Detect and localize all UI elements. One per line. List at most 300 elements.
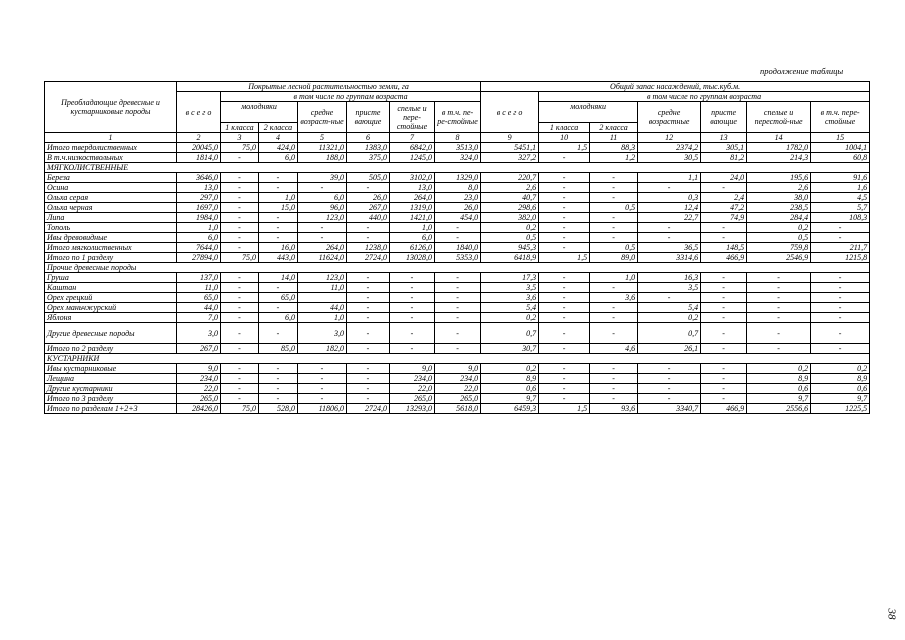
table-cell: - [747,323,811,344]
table-cell: - [221,223,259,233]
table-cell: 2,6 [747,183,811,193]
table-cell: 123,0 [298,213,347,223]
table-cell: 13293,0 [390,404,435,414]
table-row [45,213,870,223]
table-cell: - [390,303,435,313]
column-number: 1 [45,133,177,143]
table-cell: - [811,223,870,233]
table-cell: 2546,9 [747,253,811,263]
table-cell: 93,6 [590,404,638,414]
table-cell: - [811,344,870,354]
table-cell: - [638,233,701,243]
row-label: Осина [45,183,177,193]
table-cell: - [701,344,747,354]
table-cell: 75,0 [221,253,259,263]
table-cell: - [701,283,747,293]
table-cell: 182,0 [298,344,347,354]
table-cell: 3,5 [481,283,539,293]
table-cell: - [590,223,638,233]
table-cell: - [435,303,481,313]
table-cell: - [221,183,259,193]
table-cell: 327,2 [481,153,539,163]
table-cell: - [811,233,870,243]
table-cell: - [390,323,435,344]
table-cell: 9,0 [177,364,221,374]
table-cell: - [701,183,747,193]
column-number-row [45,133,870,143]
table-cell: - [539,183,590,193]
table-cell: - [347,394,390,404]
table-cell [298,293,347,303]
table-cell: - [221,283,259,293]
table-cell: 3340,7 [638,404,701,414]
table-cell: - [221,153,259,163]
table-cell: - [390,313,435,323]
table-cell: - [590,193,638,203]
table-cell: - [221,344,259,354]
table-cell: 16,0 [259,243,298,253]
table-cell: - [539,394,590,404]
table-cell: - [347,313,390,323]
table-cell: 0,2 [481,364,539,374]
table-cell: - [539,203,590,213]
row-label: Итого мягколиственных [45,243,177,253]
table-cell: 12,4 [638,203,701,213]
table-cell: 6459,3 [481,404,539,414]
table-cell: 88,3 [590,143,638,153]
table-cell: 39,0 [298,173,347,183]
table-cell: 11,0 [177,283,221,293]
table-cell: 0,6 [481,384,539,394]
table-cell: 85,0 [259,344,298,354]
header-young-stock: молодняки [539,102,638,123]
table-cell: 15,0 [259,203,298,213]
table-cell: 137,0 [177,273,221,283]
table-cell: - [701,233,747,243]
table-cell: - [539,293,590,303]
table-cell: 3,5 [638,283,701,293]
table-cell: - [221,323,259,344]
table-cell: 0,5 [747,233,811,243]
row-label: Каштан [45,283,177,293]
table-cell: 11806,0 [298,404,347,414]
table-cell: - [811,323,870,344]
table-cell: 26,0 [435,203,481,213]
header-maturing-stock: присте вающие [701,102,747,133]
table-cell: 75,0 [221,143,259,153]
table-cell: - [590,323,638,344]
table-cell: 9,0 [435,364,481,374]
table-cell: 305,1 [701,143,747,153]
table-cell: 3513,0 [435,143,481,153]
table-cell: 2724,0 [347,404,390,414]
table-cell: - [638,223,701,233]
table-cell: 74,9 [701,213,747,223]
table-cell: 5,4 [638,303,701,313]
table-row [45,404,870,414]
header-class1-stock: 1 класса [539,123,590,133]
table-row [45,253,870,263]
table-cell: 0,5 [590,203,638,213]
table-cell: 375,0 [347,153,390,163]
header-mature-area: спелые и пере-стойные [390,102,435,133]
header-class1-area: 1 класса [221,123,259,133]
table-cell: 8,0 [435,183,481,193]
table-cell: 298,6 [481,203,539,213]
table-cell: - [539,313,590,323]
table-cell: 195,6 [747,173,811,183]
table-cell: 1697,0 [177,203,221,213]
header-species: Преобладающие древесные и кустарниковые породы [45,82,177,133]
table-cell: 14,0 [259,273,298,283]
table-row [45,173,870,183]
column-number: 7 [390,133,435,143]
table-cell: - [221,243,259,253]
table-cell: - [221,193,259,203]
table-cell: 2,6 [481,183,539,193]
table-cell: - [435,273,481,283]
table-cell: - [638,374,701,384]
table-cell: 238,5 [747,203,811,213]
table-cell: - [221,173,259,183]
table-cell: - [701,323,747,344]
header-age-groups-area: в том числе по группам возраста [221,92,481,102]
table-cell: 324,0 [435,153,481,163]
row-label: Итого по 3 разделу [45,394,177,404]
table-cell: 234,0 [177,374,221,384]
table-cell: 13028,0 [390,253,435,263]
section-row [45,263,870,273]
table-cell: 26,0 [347,193,390,203]
column-number: 6 [347,133,390,143]
table-row [45,303,870,313]
table-row [45,374,870,384]
row-label: Ивы древовидные [45,233,177,243]
table-cell: 1782,0 [747,143,811,153]
table-row [45,183,870,193]
table-cell: - [221,213,259,223]
table-cell: 267,0 [347,203,390,213]
header-class2-stock: 2 класса [590,123,638,133]
table-cell: 264,0 [390,193,435,203]
table-cell: 284,4 [747,213,811,223]
table-cell: - [539,323,590,344]
row-label: Ивы кустарниковые [45,364,177,374]
table-cell: 7644,0 [177,243,221,253]
header-middle-area: средне возраст-ные [298,102,347,133]
table-cell: 3646,0 [177,173,221,183]
table-cell: 0,2 [747,223,811,233]
table-cell: 30,7 [481,344,539,354]
table-cell: - [539,384,590,394]
table-cell: - [298,223,347,233]
row-label: Орех маньчжурский [45,303,177,313]
table-cell: 1004,1 [811,143,870,153]
table-cell: - [590,374,638,384]
page-number: 38 [885,608,898,620]
table-cell: 214,3 [747,153,811,163]
table-cell: - [390,283,435,293]
table-cell: 28426,0 [177,404,221,414]
table-cell: - [539,213,590,223]
section-row [45,354,870,364]
table-cell: 3,6 [590,293,638,303]
table-cell: 1,0 [298,313,347,323]
table-cell: 0,5 [590,243,638,253]
table-cell: - [539,303,590,313]
table-cell: 466,9 [701,253,747,263]
table-cell: - [701,313,747,323]
table-cell: 5353,0 [435,253,481,263]
table-cell: - [347,374,390,384]
table-cell: - [539,283,590,293]
table-cell: 9,7 [481,394,539,404]
table-cell: - [638,293,701,303]
table-cell: 13,0 [390,183,435,193]
row-label: Другие кустарники [45,384,177,394]
table-cell: - [811,303,870,313]
row-label: Итого по 1 разделу [45,253,177,263]
table-cell: - [390,344,435,354]
table-cell: - [221,273,259,283]
table-cell: 0,5 [481,233,539,243]
table-cell: 6,0 [259,153,298,163]
table-row [45,323,870,344]
header-age-groups-stock: в том числе по группам возраста [539,92,870,102]
table-cell: 6,0 [390,233,435,243]
table-cell: - [259,173,298,183]
table-cell: - [435,293,481,303]
header-stock-group: Общий запас насаждений, тыс.куб.м. [481,82,870,92]
table-cell: 440,0 [347,213,390,223]
table-cell: - [590,394,638,404]
table-cell: 0,6 [811,384,870,394]
row-label: Груша [45,273,177,283]
table-cell: - [259,364,298,374]
table-cell: 1238,0 [347,243,390,253]
table-row [45,203,870,213]
table-cell: 22,0 [390,384,435,394]
table-cell: 264,0 [298,243,347,253]
table-cell: - [259,394,298,404]
table-cell: - [221,313,259,323]
table-cell: - [590,364,638,374]
table-cell: 6,0 [298,193,347,203]
table-cell: - [298,233,347,243]
table-cell: - [811,313,870,323]
table-cell: 7,0 [177,313,221,323]
table-cell: - [638,364,701,374]
table-cell: - [435,323,481,344]
table-row [45,243,870,253]
table-cell: 6,0 [177,233,221,243]
table-cell: - [347,364,390,374]
row-label: Орех грецкий [45,293,177,303]
row-label: Итого твердолиственных [45,143,177,153]
table-cell: 123,0 [298,273,347,283]
table-cell: - [539,364,590,374]
table-cell: 9,0 [390,364,435,374]
table-cell: - [259,303,298,313]
table-cell: 9,7 [811,394,870,404]
table-cell: 1225,5 [811,404,870,414]
table-cell: - [298,374,347,384]
table-cell: - [221,384,259,394]
table-cell: - [259,384,298,394]
table-row [45,233,870,243]
row-label: В т.ч.низкоствольных [45,153,177,163]
table-cell: - [221,233,259,243]
table-continuation-caption: продолжение таблицы [760,66,844,76]
table-cell: 5618,0 [435,404,481,414]
table-cell: 1,5 [539,253,590,263]
table-cell: - [590,233,638,243]
table-cell: - [539,153,590,163]
header-total-stock: в с е г о [481,92,539,133]
table-cell: 454,0 [435,213,481,223]
table-row [45,223,870,233]
table-cell: - [747,344,811,354]
table-cell: 1329,0 [435,173,481,183]
table-cell: - [701,384,747,394]
table-cell: 188,0 [298,153,347,163]
table-cell: - [347,323,390,344]
table-cell: 36,5 [638,243,701,253]
table-cell: 65,0 [177,293,221,303]
header-class2-area: 2 класса [259,123,298,133]
table-cell: 5451,1 [481,143,539,153]
table-cell: - [221,303,259,313]
table-cell: - [811,273,870,283]
table-cell: - [590,303,638,313]
table-cell: - [347,283,390,293]
table-cell: 8,9 [747,374,811,384]
table-cell: 1,0 [390,223,435,233]
table-cell: - [390,293,435,303]
table-cell: 3102,0 [390,173,435,183]
table-cell: 1,0 [590,273,638,283]
row-label: Лещина [45,374,177,384]
table-cell: - [347,273,390,283]
row-label: Ольха серая [45,193,177,203]
header-young-area: молодняки [221,102,298,123]
column-number: 12 [638,133,701,143]
table-cell: - [590,384,638,394]
table-cell: 8,9 [481,374,539,384]
table-cell: - [638,183,701,193]
table-cell: 89,0 [590,253,638,263]
table-cell: 424,0 [259,143,298,153]
column-number: 4 [259,133,298,143]
table-cell: - [435,223,481,233]
table-cell: - [539,193,590,203]
table-cell: 2724,0 [347,253,390,263]
table-cell: 466,9 [701,404,747,414]
table-body [45,143,870,414]
table-cell: - [539,173,590,183]
section-label: Прочие древесные породы [45,263,870,273]
table-cell: - [390,273,435,283]
column-number: 3 [221,133,259,143]
table-cell: 1245,0 [390,153,435,163]
table-cell: 108,3 [811,213,870,223]
table-row [45,364,870,374]
table-cell: 47,2 [701,203,747,213]
table-cell: 11321,0 [298,143,347,153]
row-label: Береза [45,173,177,183]
table-cell: 81,2 [701,153,747,163]
table-cell: 265,0 [177,394,221,404]
table-cell: 0,2 [481,223,539,233]
table-cell: 1840,0 [435,243,481,253]
table-cell: 6842,0 [390,143,435,153]
table-cell: 91,6 [811,173,870,183]
table-cell: 96,0 [298,203,347,213]
table-cell: - [259,233,298,243]
table-cell: 65,0 [259,293,298,303]
table-cell: 17,3 [481,273,539,283]
table-cell: - [347,183,390,193]
table-cell: 1,2 [590,153,638,163]
column-number: 14 [747,133,811,143]
table-row [45,193,870,203]
table-row [45,344,870,354]
table-cell: 11624,0 [298,253,347,263]
column-number: 8 [435,133,481,143]
row-label: Другие древесные породы [45,323,177,344]
header-area-group: Покрытые лесной растительностью земли, га [177,82,481,92]
table-cell: 44,0 [177,303,221,313]
table-cell: 30,5 [638,153,701,163]
table-cell: - [221,293,259,303]
table-cell: 3,6 [481,293,539,303]
table-cell: 9,7 [747,394,811,404]
table-cell: - [298,394,347,404]
table-cell: 22,7 [638,213,701,223]
table-header [45,82,870,143]
table-row [45,273,870,283]
table-cell: 505,0 [347,173,390,183]
table-cell: 5,7 [811,203,870,213]
table-cell: 0,2 [747,364,811,374]
column-number: 10 [539,133,590,143]
table-cell: - [539,374,590,384]
table-cell: 23,0 [435,193,481,203]
table-cell: 22,0 [177,384,221,394]
table-cell: 1215,8 [811,253,870,263]
table-row [45,394,870,404]
table-cell: - [259,374,298,384]
row-label: Яблоня [45,313,177,323]
table-cell: 1814,0 [177,153,221,163]
table-cell: 443,0 [259,253,298,263]
table-cell: - [347,223,390,233]
table-cell: - [259,283,298,293]
table-cell: 2556,6 [747,404,811,414]
table-row [45,384,870,394]
table-cell: - [347,384,390,394]
table-cell: - [435,283,481,293]
column-number: 13 [701,133,747,143]
header-middle-stock: средне возрастные [638,102,701,133]
section-row [45,163,870,173]
table-cell: 211,7 [811,243,870,253]
table-cell: 0,2 [481,313,539,323]
table-cell: 2,4 [701,193,747,203]
table-cell: - [590,173,638,183]
row-label: Липа [45,213,177,223]
table-cell: 26,1 [638,344,701,354]
